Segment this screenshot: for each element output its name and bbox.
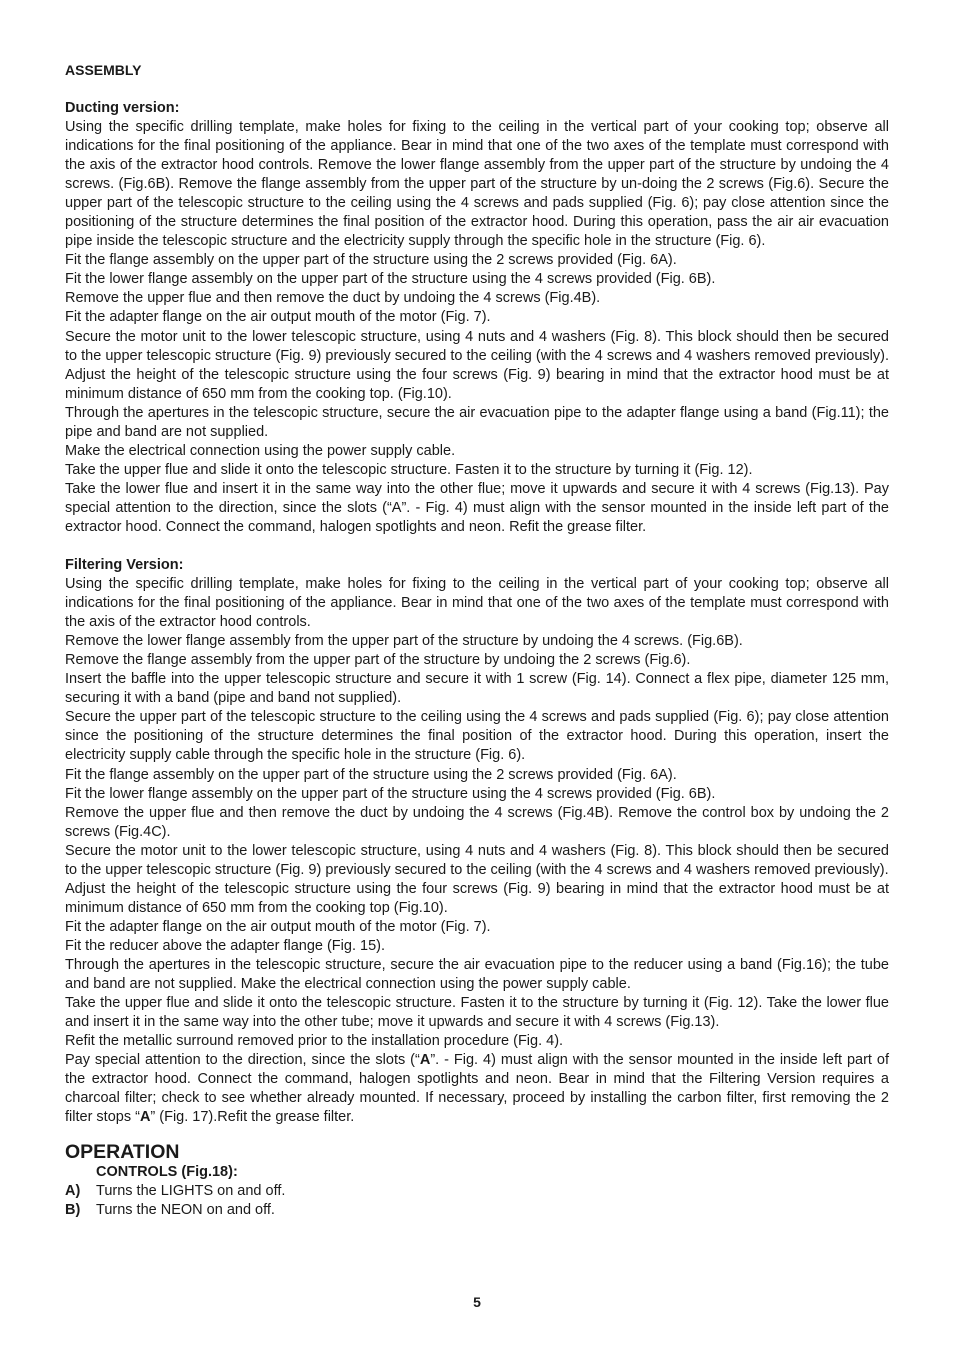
filter-stop-label-a: A (139, 1109, 151, 1126)
filtering-paragraph: Adjust the height of the telescopic structure using the four screws (Fig. 9) bearing in mind that the extractor hood must be at minimum distance of 650 mm from the cooking top (Fig.10). (65, 880, 889, 916)
ducting-paragraph: Remove the upper flue and then remove the duct by undoing the 4 screws (Fig.4B). (65, 290, 601, 307)
ducting-title: Ducting version: (65, 100, 180, 116)
ducting-paragraph: Secure the motor unit to the lower telescopic structure, using 4 nuts and 4 washers (Fig. 8). This block should then be secured to the upper telescopic structure (Fig. 9) previously secured to the ceiling (with the 4 screws and 4 washers removed previously). Adjust the height of the telescopic structure using the four screws (Fig. 9) bearing in mind that the extractor hood must be at minimum distance of 650 mm from the cooking top. (Fig.10). (65, 328, 889, 402)
ducting-paragraph: Using the specific drilling template, make holes for fixing to the ceiling in the vertical part of your cooking top; observe all indications for the final positioning of the appliance. Bear in mind that one of the two axes of the template must correspond with the axis of the extractor hood controls. Remove the lower flange assembly from the upper part of the structure by undoing the 4 screws. (Fig.6B). Remove the flange assembly from the upper part of the structure by un-doing the 2 screws (Fig.6). Secure the upper part of the telescopic structure to the ceiling using the 4 screws and pads supplied (Fig. 6); pay close attention since the positioning of the structure determines the final position of the extractor hood. During this operation, pass the air air evacuation pipe inside the telescopic structure and the electricity supply through the specific hole in the structure (Fig. 6). (65, 119, 889, 250)
control-key: A) (65, 1183, 81, 1200)
filtering-title: Filtering Version: (65, 557, 184, 574)
control-text: Turns the NEON on and off. (96, 1202, 275, 1219)
slot-label-a: A (419, 1052, 431, 1069)
ducting-paragraph: Fit the adapter flange on the air output mouth of the motor (Fig. 7). (65, 309, 491, 326)
ducting-paragraph: Make the electrical connection using the power supply cable. (65, 442, 456, 459)
control-key: B) (65, 1202, 81, 1219)
filtering-paragraph: Remove the lower flange assembly from the upper part of the structure by undoing the 4 screws. (Fig.6B). (65, 633, 743, 650)
filtering-paragraph: Fit the lower flange assembly on the upper part of the structure using the 4 screws provided (Fig. 6B). (65, 785, 716, 802)
ducting-paragraph: Through the apertures in the telescopic structure, secure the air evacuation pipe to the adapter flange using a band (Fig.11); the pipe and band are not supplied. (65, 404, 889, 440)
ducting-paragraph: Fit the flange assembly on the upper part of the structure using the 2 screws provided (Fig. 6A). (65, 252, 677, 269)
operation-section (65, 1141, 889, 1220)
filtering-paragraph: Fit the flange assembly on the upper part of the structure using the 2 screws provided (Fig. 6A). (65, 766, 677, 783)
filtering-paragraph: Using the specific drilling template, make holes for fixing to the ceiling in the vertical part of your cooking top; observe all indications for the final positioning of the appliance. Bear in mind that one of the two axes of the template must correspond with the axis of the extractor hood controls. (65, 576, 889, 631)
control-text: Turns the LIGHTS on and off. (96, 1183, 286, 1200)
control-item (65, 1201, 889, 1220)
ducting-section (65, 99, 889, 537)
section-spacer (65, 537, 889, 556)
page-content (65, 61, 889, 1220)
filtering-last-paragraph (65, 1051, 889, 1127)
filtering-paragraph: Secure the motor unit to the lower telescopic structure, using 4 nuts and 4 washers (Fig. 8). This block should then be secured to the upper telescopic structure (Fig. 9) previously secured to the ceiling (with the 4 screws and 4 washers removed previously). (65, 842, 889, 878)
ducting-paragraph: Fit the lower flange assembly on the upper part of the structure using the 4 screws provided (Fig. 6B). (65, 271, 716, 288)
filtering-paragraph: Refit the metallic surround removed prior to the installation procedure (Fig. 4). (65, 1033, 564, 1050)
filtering-section (65, 556, 889, 1127)
filtering-paragraph: Through the apertures in the telescopic structure, secure the air evacuation pipe to the reducer using a band (Fig.16); the tube and band are not supplied. Make the electrical connection using the power supply cable. (65, 956, 889, 993)
ducting-paragraph: Take the upper flue and slide it onto the telescopic structure. Fasten it to the structure by turning it (Fig. 12). (65, 461, 753, 478)
controls-title: CONTROLS (Fig.18): (96, 1164, 238, 1181)
filtering-last-text: ”. - Fig. 4) must align with the sensor mounted in the inside left part of the extractor hood. Connect the command, halogen spotlights and neon. Bear in mind that the Filtering Version requires a charcoal filter; check to see whether already mounted. If necessary, proceed by installing the carbon filter, first removing the 2 filter stops “ (65, 1052, 889, 1126)
filtering-paragraph: Take the upper flue and slide it onto the telescopic structure. Fasten it to the structure by turning it (Fig. 12). Take the lower flue and insert it in the same way into the other tube; move it upwards and secure it with 4 screws (Fig.13). (65, 995, 889, 1031)
filtering-paragraph: Secure the upper part of the telescopic structure to the ceiling using the 4 screws and pads supplied (Fig. 6); pay close attention since the positioning of the structure determines the final position of the extractor hood. During this operation, insert the electricity supply cable through the specific hole in the structure (Fig. 6). (65, 709, 889, 764)
ducting-paragraph: Take the lower flue and insert it in the same way into the other flue; move it upwards and secure it with 4 screws (Fig.13). Pay special attention to the direction, since the slots (“A”. - Fig. 4) must align with the sensor mounted in the inside left part of the extractor hood. Connect the command, halogen spotlights and neon. Refit the grease filter. (65, 480, 889, 535)
control-item (65, 1182, 889, 1201)
operation-heading: OPERATION (65, 1141, 180, 1164)
filtering-paragraph: Fit the adapter flange on the air output mouth of the motor (Fig. 7). (65, 918, 491, 935)
filtering-paragraph: Remove the upper flue and then remove the duct by undoing the 4 screws (Fig.4B). Remove the control box by undoing the 2 screws (Fig.4C). (65, 804, 889, 840)
page-number: 5 (473, 1294, 481, 1310)
filtering-paragraph: Insert the baffle into the upper telescopic structure and secure it with 1 screw (Fig. 14). Connect a flex pipe, diameter 125 mm, securing it with a band (pipe and band not supplied). (65, 671, 889, 707)
filtering-paragraph: Remove the flange assembly from the upper part of the structure by undoing the 2 screws (Fig.6). (65, 652, 691, 669)
filtering-last-text: Pay special attention to the direction, since the slots (“ (65, 1052, 420, 1069)
assembly-heading: ASSEMBLY (65, 62, 142, 78)
filtering-last-text: ” (Fig. 17).Refit the grease filter. (150, 1109, 355, 1126)
filtering-paragraph: Fit the reducer above the adapter flange (Fig. 15). (65, 937, 385, 954)
